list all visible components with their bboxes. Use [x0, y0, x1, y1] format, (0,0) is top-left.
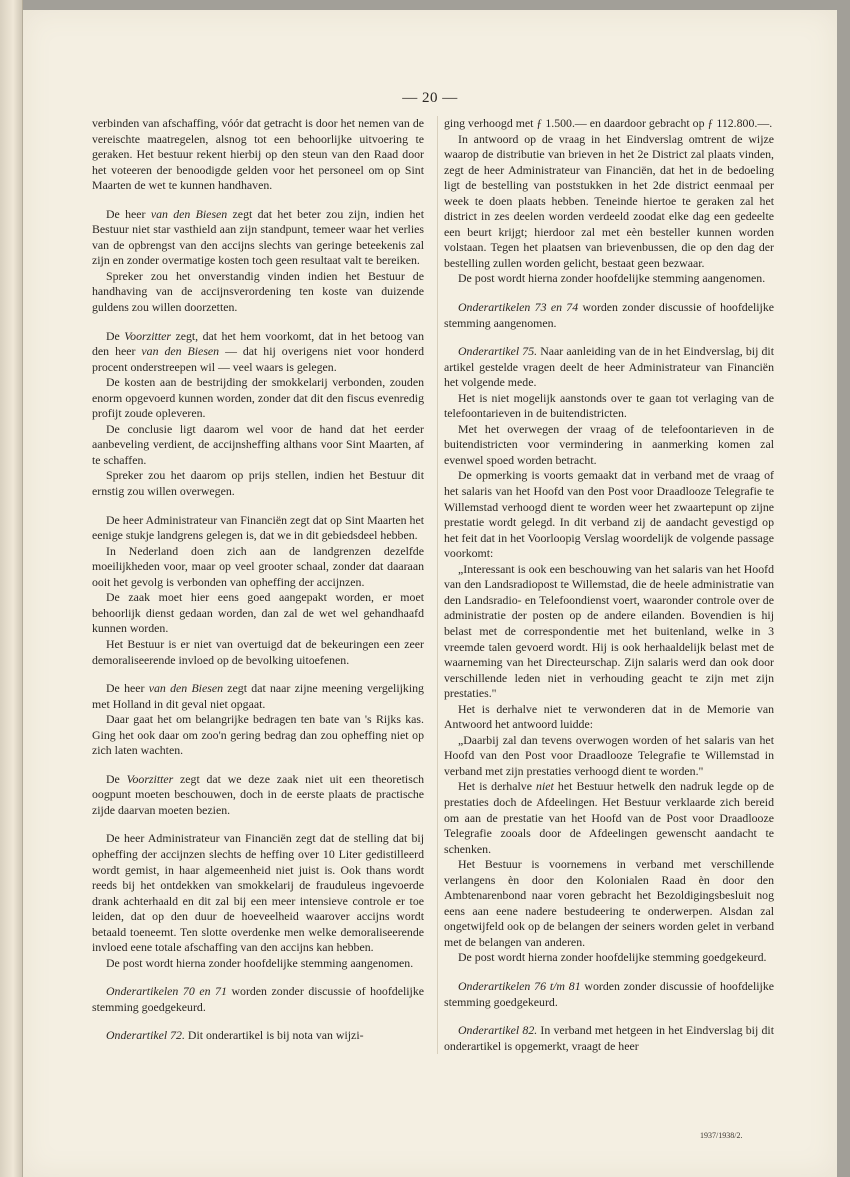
paragraph: De heer van den Biesen zegt dat naar zijne meening vergelijking met Holland in dit geval niet opgaat. [92, 681, 424, 711]
paragraph: De Voorzitter zegt dat we deze zaak niet uit een theoretisch oogpunt moeten beschouwen, doch in de eerste plaats de practische zijde daarvan moeten bezien. [92, 771, 424, 817]
print-code: 1937/1938/2. [700, 1131, 743, 1140]
paragraph: De post wordt hierna zonder hoofdelijke stemming aangenomen. [458, 271, 766, 286]
paragraph: Onderartikelen 76 t/m 81 worden zonder discussie of hoofdelijke stemming goedgekeurd. [444, 978, 774, 1009]
paragraph: Onderartikel 72. Dit onderartikel is bij nota van wijzi- [106, 1028, 364, 1043]
paragraph: De post wordt hierna zonder hoofdelijke stemming goedgekeurd. [458, 950, 767, 965]
paragraph: verbinden van afschaffing, vóór dat getracht is door het nemen van de vereischte maatregelen, alsnog tot een behoorlijke uitvoering te geraken. Het bestuur rekent hierbij op den steun van den Raad door het voteeren der benoodigde gelden voor het personeel om op Sint Maarten de wet te kunnen handhaven. [92, 116, 424, 193]
paragraph: Met het overwegen der vraag of de telefoontarieven in de buitendistricten voor vermindering in aanmerking komen zal evenwel spoed worden betracht. [444, 421, 774, 467]
paragraph: De heer Administrateur van Financiën zegt dat op Sint Maarten het eenige stukje landgrens gelegen is, dat we in dit gebiedsdeel hebben. [92, 512, 424, 543]
paragraph: Onderartikel 82. In verband met hetgeen in het Eindverslag bij dit onderartikel is opgemerkt, vraagt de heer [444, 1023, 774, 1053]
paragraph: De conclusie ligt daarom wel voor de hand dat het eerder aanbeveling verdient, de accijnsheffing althans voor Sint Maarten, af te schaffen. [92, 421, 424, 467]
quotation: „Daarbij zal dan tevens overwogen worden of het salaris van het Hoofd van den Post voor Draadlooze Telegrafie te Willemstad in verband met zijn prestaties verhoogd dient te worden." [444, 732, 774, 778]
page-number: — 20 — [402, 90, 458, 106]
paragraph: Daar gaat het om belangrijke bedragen ten bate van 's Rijks kas. Ging het ook daar om zoo'n gering bedrag dan zou opheffing niet op zich laten wachten. [92, 712, 424, 758]
left-column [92, 116, 424, 1044]
paragraph: De opmerking is voorts gemaakt dat in verband met de vraag of het salaris van het Hoofd van den Post voor Draadlooze Telegrafie te Willemstad verhoogd dient te worden weer het zwaartepunt op zijne prestatie wordt gelegd. In dit verband zij de aandacht gevestigd op het feit dat in het Voorloopig Verslag woordelijk de volgende passage voorkomt: [444, 468, 774, 561]
paragraph: De zaak moet hier eens goed aangepakt worden, er moet behoorlijk dienst gedaan worden, dan zal de wet wel gehandhaafd kunnen worden. [92, 590, 424, 636]
paragraph: De post wordt hierna zonder hoofdelijke stemming aangenomen. [106, 955, 414, 970]
paragraph: In Nederland doen zich aan de landgrenzen dezelfde moeilijkheden voor, maar op veel grooter schaal, zonder dat daaraan ooit het gevolg is verbonden van opheffing der accijnzen. [92, 543, 424, 589]
paragraph: Spreker zou het daarom op prijs stellen, indien het Bestuur dit ernstig zou willen overwegen. [92, 468, 424, 499]
paragraph: De kosten aan de bestrijding der smokkelarij verbonden, zouden enorm opgevoerd kunnen worden, zonder dat dit den fiscus evenredig profijt zoude opleveren. [92, 375, 424, 421]
paragraph: Het Bestuur is er niet van overtuigd dat de bekeuringen een zeer demoraliseerende invloed op de bevolking uitoefenen. [92, 636, 424, 667]
paragraph: Spreker zou het onverstandig vinden indien het Bestuur de handhaving van de accijnsverordening ten koste van duizende guldens zou willen doorzetten. [92, 268, 424, 315]
paragraph: Het is derhalve niet te verwonderen dat in de Memorie van Antwoord het antwoord luidde: [444, 701, 774, 732]
paragraph: De heer van den Biesen zegt dat het beter zou zijn, indien het Bestuur niet star vasthield aan zijn standpunt, temeer waar het verlies van de opbrengst van den accijns slechts van geringe beteekenis zal zijn en zonder overmatige kosten toch geen resultaat valt te bereiken. [92, 206, 424, 268]
paragraph: Onderartikel 75. Naar aanleiding van de in het Eindverslag, bij dit artikel gestelde vragen deelt de heer Administrateur van Financiën het volgende mede. [444, 344, 774, 390]
previous-page-edge [0, 0, 23, 1177]
paragraph: De heer Administrateur van Financiën zegt dat de stelling dat bij opheffing der accijnzen slechts de heffing over 10 Liter gedistilleerd wordt gemist, in haar algemeenheid niet juist is. Ook thans wordt reeds bij het ontdekken van smokkelarij de frauduleus ingevoerde drank achterhaald en dit zal bij een meer intensieve controle er toe leiden, dat op den duur de hoeveelheid waarover accijns wordt betaald toeneemt. Ten slotte overdenke men welke demoraliseerende invloed eene totale afschaffing van den accijns kan hebben. [92, 831, 424, 955]
paragraph: Het is derhalve niet het Bestuur hetwelk den nadruk legde op de prestaties doch de Afdeelingen. Het Bestuur verklaarde zich bereid om aan de prestatie van het Hoofd van de Post voor Draadlooze Telegrafie zooals door de Afdeelingen gewenscht aandacht te schenken. [444, 779, 774, 856]
quotation: „Interessant is ook een beschouwing van het salaris van het Hoofd van den Landsradiopost te Willemstad, die de heele administratie van den Landsradio- en Telefoondienst voert, waaronder controle over de administratie der posten op de andere eilanden. Bovendien is hij belast met de correspondentie met het buitenland, welke in 3 vreemde talen gevoerd wordt. Hij is ook herhaaldelijk belast met de waarneming van het Directeurschap. Zijn salaris werd dan ook door verschillende leden niet in verhouding geacht te zijn met zijn prestaties." [444, 561, 774, 701]
paragraph: Het Bestuur is voornemens in verband met verschillende verlangens èn door den Kolonialen Raad èn door den Ambtenarenbond naar voren gebracht het Bezoldigingsbesluit nog eens aan eene nadere bestudeering te onderwerpen. Alsdan zal ongetwijfeld ook op de belangen der seiners worden gelet in verband met de belangen van anderen. [444, 857, 774, 949]
right-column [437, 116, 774, 1054]
paragraph: ging verhoogd met ƒ 1.500.— en daardoor gebracht op ƒ 112.800.—. [444, 116, 773, 130]
paragraph: Onderartikelen 73 en 74 worden zonder discussie of hoofdelijke stemming aangenomen. [444, 300, 775, 330]
paragraph: De Voorzitter zegt, dat het hem voorkomt, dat in het betoog van den heer van den Biesen — dat hij overigens niet voor honderd procent onderstreepen wil — veel waars is gelegen. [92, 328, 424, 374]
paragraph: Het is niet mogelijk aanstonds over te gaan tot verlaging van de telefoontarieven in de buitendistricten. [444, 390, 774, 421]
paragraph: In antwoord op de vraag in het Eindverslag omtrent de wijze waarop de distributie van brieven in het 2e District zal plaats vinden, zegt de heer Administrateur van Financiën, dat het in de bedoeling ligt de bestelling van poststukken in het 2de district eenmaal per week te doen plaats hebben. Teneinde hiertoe te geraken zal het district in zes deelen worden verdeeld zoodat elke dag een gedeelte een beurt krijgt; hierdoor zal met eèn besteller kunnen worden volstaan. Tegen het plaatsen van brievenbussen, die op den dag der bestelling zullen worden gelicht, bestaat geen bezwaar. [444, 131, 774, 270]
paragraph: Onderartikelen 70 en 71 worden zonder discussie of hoofdelijke stemming goedgekeurd. [92, 984, 425, 1014]
